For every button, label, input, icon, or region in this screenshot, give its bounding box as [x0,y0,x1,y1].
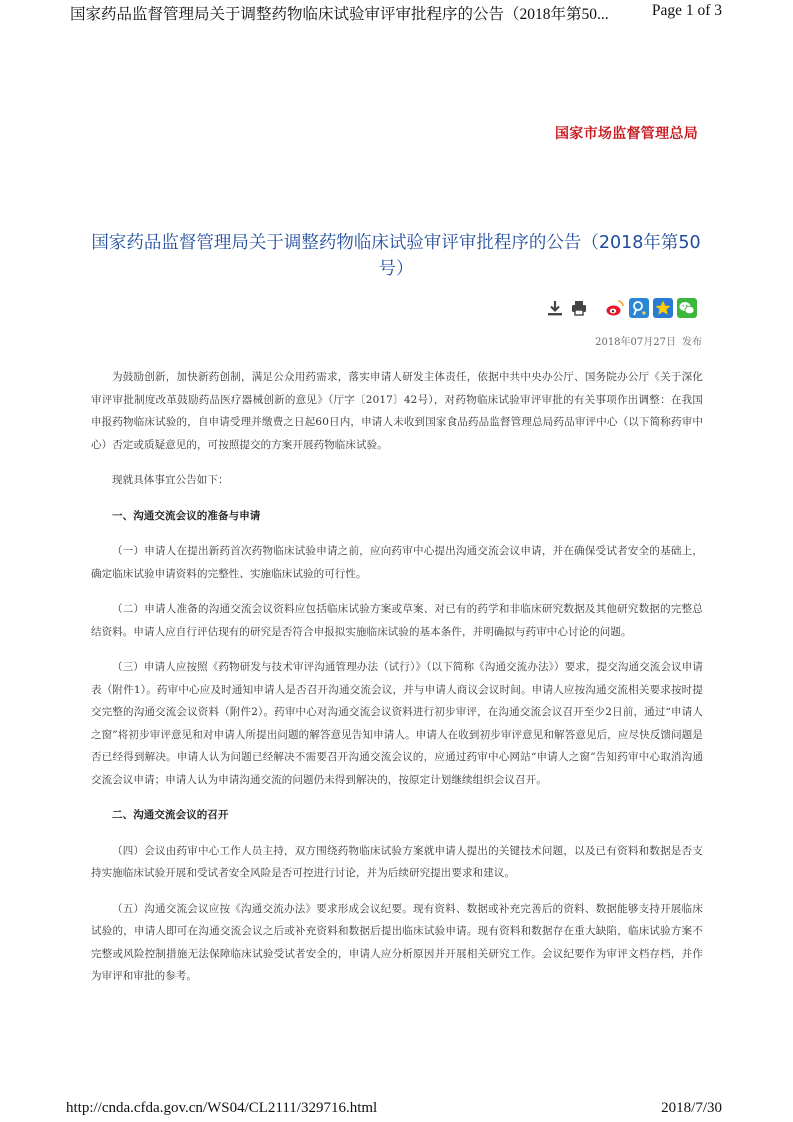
published-label: 发布 [682,337,702,348]
publish-date: 2018年07月27日 [595,337,676,348]
weibo-icon[interactable] [605,298,625,318]
wechat-icon[interactable] [677,298,697,318]
qzone-icon[interactable] [653,298,673,318]
print-icon[interactable] [569,298,589,318]
paragraph: （五）沟通交流会议应按《沟通交流办法》要求形成会议纪要。现有资料、数据或补充完善后的资料、数据能够支持开展临床试验的，申请人即可在沟通交流会议之后或补充资料和数据后提出临床试验申请。现有资料和数据存在重大缺陷，临床试验方案不完整或风险控制措施无法保障临床试验受试者安全的，申请人应分析原因并开展相关研究工作。会议纪要作为审评文档存档，并作为审评和审批的参考。 [91,902,703,982]
tencent-weibo-icon[interactable] [629,298,649,318]
publish-info [595,333,702,348]
paragraph: 为鼓励创新，加快新药创制，满足公众用药需求，落实申请人研发主体责任，依据中共中央办公厅、国务院办公厅《关于深化审评审批制度改革鼓励药品医疗器械创新的意见》（厅字〔2017〕42号），对药物临床试验审评审批的有关事项作出调整：在我国申报药物临床试验的，自申请受理并缴费之日起60日内，申请人未收到国家食品药品监督管理总局药品审评中心（以下简称药审中心）否定或质疑意见的，可按照提交的方案开展药物临床试验。 [91,371,703,451]
paragraph: 现就具体事宜公告如下： [112,474,229,486]
article-body [91,366,703,1001]
page-url[interactable]: http://cnda.cfda.gov.cn/WS04/CL2111/329716.html [66,1100,378,1116]
paragraph: （二）申请人准备的沟通交流会议资料应包括临床试验方案或草案、对已有的药学和非临床研究数据及其他研究数据的完整总结资料。申请人应自行评估现有的研究是否符合申报拟实施临床试验的基本条件，并明确拟与药审中心讨论的问题。 [91,603,703,638]
site-logo[interactable]: 国家市场监督管理总局 [555,126,698,142]
print-header [50,2,730,26]
print-date: 2018/7/30 [661,1100,722,1116]
paragraph: （四）会议由药审中心工作人员主持，双方围绕药物临床试验方案就申请人提出的关键技术问题，以及已有资料和数据是否支持实施临床试验开展和受试者安全风险是否可控进行讨论，并为后续研究提出要求和建议。 [91,844,703,879]
paragraph: （三）申请人应按照《药物研发与技术审评沟通管理办法（试行）》（以下简称《沟通交流办法》）要求，提交沟通交流会议申请表（附件1）。药审中心应及时通知申请人是否召开沟通交流会议，并与申请人商议会议时间。申请人应按沟通交流相关要求按时提交完整的沟通交流会议资料（附件2）。药审中心对沟通交流会议资料进行初步审评，在沟通交流会议召开至少2日前，通过“申请人之窗”将初步审评意见和对申请人所提出问题的解答意见告知申请人。申请人在收到初步审评意见和解答意见后，应尽快反馈问题是否已经得到解决。申请人认为问题已经解决不需要召开沟通交流会议的，应通过药审中心网站“申请人之窗”告知药审中心取消沟通交流会议申请；申请人认为申请沟通交流的问题仍未得到解决的，按原定计划继续组织会议召开。 [91,661,703,786]
article-title: 国家药品监督管理局关于调整药物临床试验审评审批程序的公告（2018年第50号） [91,233,701,279]
paragraph: （一）申请人在提出新药首次药物临床试验申请之前，应向药审中心提出沟通交流会议申请，并在确保受试者安全的基础上，确定临床试验申请资料的完整性、实施临床试验的可行性。 [91,545,703,580]
section-heading: 一、沟通交流会议的准备与申请 [112,509,261,522]
print-page-number: Page 1 of 3 [651,2,722,19]
section-heading: 二、沟通交流会议的召开 [112,809,229,821]
print-header-title: 国家药品监督管理局关于调整药物临床试验审评审批程序的公告（2018年第50... [70,6,609,23]
download-icon[interactable] [545,298,565,318]
